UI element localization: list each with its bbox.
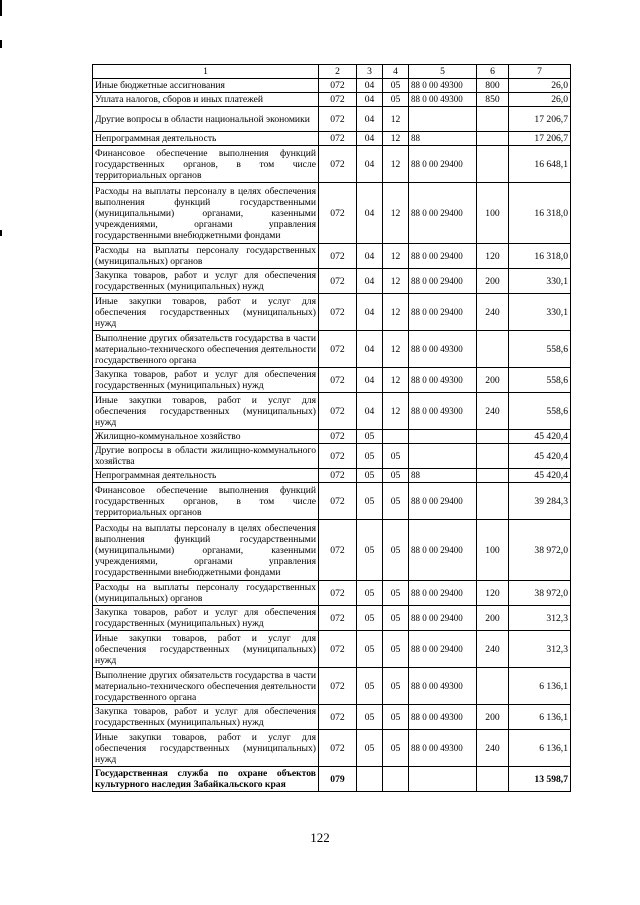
- header-cell: 3: [357, 65, 383, 79]
- amount-cell: 558,6: [509, 393, 571, 430]
- amount-cell: 16 318,0: [509, 183, 571, 244]
- table-row: [93, 183, 571, 244]
- table-row: [93, 668, 571, 705]
- row-name-cell: Закупка товаров, работ и услуг для обеспечения государственных (муниципальных) нужд: [93, 705, 319, 730]
- section-cell: 05: [357, 705, 383, 730]
- header-cell: 2: [319, 65, 357, 79]
- target-article-cell: [409, 430, 477, 444]
- table-row: [93, 631, 571, 668]
- ministry-code-cell: 072: [319, 430, 357, 444]
- ministry-code-cell: 072: [319, 444, 357, 469]
- ministry-code-cell: 072: [319, 631, 357, 668]
- target-article-cell: [409, 107, 477, 132]
- subsection-cell: 12: [383, 107, 409, 132]
- row-name-cell: Иные закупки товаров, работ и услуг для обеспечения государственных (муниципальных) нужд: [93, 730, 319, 767]
- expense-type-cell: 100: [477, 183, 509, 244]
- amount-cell: 45 420,4: [509, 430, 571, 444]
- row-name-cell: Непрограммная деятельность: [93, 469, 319, 483]
- expense-type-cell: 200: [477, 606, 509, 631]
- subsection-cell: 05: [383, 581, 409, 606]
- amount-cell: 38 972,0: [509, 520, 571, 581]
- ministry-code-cell: 072: [319, 368, 357, 393]
- amount-cell: 6 136,1: [509, 705, 571, 730]
- target-article-cell: 88 0 00 49300: [409, 393, 477, 430]
- amount-cell: 312,3: [509, 631, 571, 668]
- section-cell: 05: [357, 606, 383, 631]
- subsection-cell: 12: [383, 393, 409, 430]
- section-cell: 04: [357, 244, 383, 269]
- expense-type-cell: [477, 146, 509, 183]
- table-row: [93, 79, 571, 93]
- section-cell: 04: [357, 294, 383, 331]
- table-row: [93, 146, 571, 183]
- table-body: [93, 65, 571, 792]
- expense-type-cell: 800: [477, 79, 509, 93]
- section-cell: 04: [357, 132, 383, 146]
- row-name-cell: Расходы на выплаты персоналу государственных (муниципальных) органов: [93, 581, 319, 606]
- expense-type-cell: 100: [477, 520, 509, 581]
- target-article-cell: 88 0 00 49300: [409, 668, 477, 705]
- target-article-cell: 88 0 00 29400: [409, 606, 477, 631]
- ministry-code-cell: 072: [319, 520, 357, 581]
- table-row: [93, 107, 571, 132]
- subsection-cell: 12: [383, 269, 409, 294]
- row-name-cell: Выполнение других обязательств государства в части материально-технического обеспечения деятельности государственного органа: [93, 668, 319, 705]
- table-row: [93, 705, 571, 730]
- expense-type-cell: [477, 668, 509, 705]
- table-row: [93, 730, 571, 767]
- amount-cell: 6 136,1: [509, 730, 571, 767]
- ministry-code-cell: 072: [319, 244, 357, 269]
- row-name-cell: Финансовое обеспечение выполнения функций государственных органов, в том числе территориальных органов: [93, 483, 319, 520]
- scan-edge-mark: [0, 0, 2, 905]
- amount-cell: 312,3: [509, 606, 571, 631]
- row-name-cell: Иные закупки товаров, работ и услуг для обеспечения государственных (муниципальных) нужд: [93, 393, 319, 430]
- target-article-cell: 88 0 00 29400: [409, 581, 477, 606]
- header-cell: 1: [93, 65, 319, 79]
- amount-cell: 16 648,1: [509, 146, 571, 183]
- subsection-cell: 12: [383, 132, 409, 146]
- amount-cell: 6 136,1: [509, 668, 571, 705]
- row-name-cell: Иные бюджетные ассигнования: [93, 79, 319, 93]
- target-article-cell: 88 0 00 29400: [409, 269, 477, 294]
- subsection-cell: 05: [383, 483, 409, 520]
- table-row: [93, 606, 571, 631]
- subsection-cell: 05: [383, 668, 409, 705]
- target-article-cell: 88: [409, 132, 477, 146]
- amount-cell: 330,1: [509, 269, 571, 294]
- table-row: [93, 483, 571, 520]
- table-row: [93, 132, 571, 146]
- target-article-cell: 88 0 00 29400: [409, 483, 477, 520]
- expense-type-cell: [477, 132, 509, 146]
- table-row: [93, 520, 571, 581]
- budget-table: [92, 64, 571, 792]
- expense-type-cell: 200: [477, 269, 509, 294]
- target-article-cell: 88 0 00 29400: [409, 244, 477, 269]
- target-article-cell: 88 0 00 29400: [409, 294, 477, 331]
- expense-type-cell: [477, 444, 509, 469]
- header-cell: 7: [509, 65, 571, 79]
- expense-type-cell: [477, 767, 509, 792]
- target-article-cell: 88 0 00 49300: [409, 705, 477, 730]
- section-cell: 05: [357, 469, 383, 483]
- section-cell: 05: [357, 430, 383, 444]
- target-article-cell: 88 0 00 29400: [409, 146, 477, 183]
- row-name-cell: Расходы на выплаты персоналу в целях обеспечения выполнения функций государственными (муниципальными) органами, казенными учреждениями, органами управления государственными внебюджетными фондами: [93, 183, 319, 244]
- row-name-cell: Жилищно-коммунальное хозяйство: [93, 430, 319, 444]
- subsection-cell: 12: [383, 331, 409, 368]
- ministry-code-cell: 072: [319, 606, 357, 631]
- section-cell: 05: [357, 730, 383, 767]
- subsection-cell: [383, 430, 409, 444]
- ministry-code-cell: 072: [319, 79, 357, 93]
- table-row: [93, 430, 571, 444]
- section-cell: 04: [357, 107, 383, 132]
- target-article-cell: [409, 767, 477, 792]
- target-article-cell: 88 0 00 49300: [409, 79, 477, 93]
- expense-type-cell: 200: [477, 705, 509, 730]
- amount-cell: 330,1: [509, 294, 571, 331]
- ministry-code-cell: 072: [319, 393, 357, 430]
- amount-cell: 26,0: [509, 93, 571, 107]
- amount-cell: 39 284,3: [509, 483, 571, 520]
- expense-type-cell: [477, 331, 509, 368]
- ministry-code-cell: 072: [319, 581, 357, 606]
- section-cell: 04: [357, 146, 383, 183]
- amount-cell: 17 206,7: [509, 107, 571, 132]
- section-cell: 05: [357, 483, 383, 520]
- subsection-cell: 05: [383, 520, 409, 581]
- section-cell: 05: [357, 444, 383, 469]
- expense-type-cell: 240: [477, 294, 509, 331]
- expense-type-cell: 240: [477, 393, 509, 430]
- amount-cell: 13 598,7: [509, 767, 571, 792]
- ministry-code-cell: 072: [319, 183, 357, 244]
- ministry-code-cell: 079: [319, 767, 357, 792]
- table-row: [93, 244, 571, 269]
- amount-cell: 38 972,0: [509, 581, 571, 606]
- target-article-cell: 88 0 00 29400: [409, 183, 477, 244]
- target-article-cell: [409, 444, 477, 469]
- section-cell: 04: [357, 269, 383, 294]
- section-cell: 04: [357, 368, 383, 393]
- subsection-cell: 05: [383, 730, 409, 767]
- table-row: [93, 269, 571, 294]
- expense-type-cell: 120: [477, 244, 509, 269]
- subsection-cell: 12: [383, 244, 409, 269]
- subsection-cell: 05: [383, 631, 409, 668]
- section-cell: 05: [357, 668, 383, 705]
- expense-type-cell: 200: [477, 368, 509, 393]
- header-cell: 4: [383, 65, 409, 79]
- amount-cell: 16 318,0: [509, 244, 571, 269]
- section-cell: 05: [357, 631, 383, 668]
- ministry-code-cell: 072: [319, 331, 357, 368]
- amount-cell: 45 420,4: [509, 444, 571, 469]
- subsection-cell: 12: [383, 183, 409, 244]
- ministry-code-cell: 072: [319, 730, 357, 767]
- ministry-code-cell: 072: [319, 132, 357, 146]
- expense-type-cell: 850: [477, 93, 509, 107]
- amount-cell: 45 420,4: [509, 469, 571, 483]
- ministry-code-cell: 072: [319, 469, 357, 483]
- expense-type-cell: 120: [477, 581, 509, 606]
- ministry-code-cell: 072: [319, 107, 357, 132]
- section-cell: 04: [357, 79, 383, 93]
- ministry-code-cell: 072: [319, 483, 357, 520]
- target-article-cell: 88 0 00 49300: [409, 331, 477, 368]
- table-header-row: [93, 65, 571, 79]
- amount-cell: 558,6: [509, 368, 571, 393]
- row-name-cell: Финансовое обеспечение выполнения функций государственных органов, в том числе территориальных органов: [93, 146, 319, 183]
- section-cell: 04: [357, 183, 383, 244]
- page-number: 122: [310, 830, 330, 845]
- section-cell: 04: [357, 331, 383, 368]
- subsection-cell: 12: [383, 146, 409, 183]
- row-name-cell: Другие вопросы в области жилищно-коммунального хозяйства: [93, 444, 319, 469]
- target-article-cell: 88: [409, 469, 477, 483]
- subsection-cell: 05: [383, 79, 409, 93]
- target-article-cell: 88 0 00 49300: [409, 93, 477, 107]
- amount-cell: 26,0: [509, 79, 571, 93]
- amount-cell: 558,6: [509, 331, 571, 368]
- ministry-code-cell: 072: [319, 146, 357, 183]
- header-cell: 6: [477, 65, 509, 79]
- amount-cell: 17 206,7: [509, 132, 571, 146]
- subsection-cell: 12: [383, 368, 409, 393]
- ministry-code-cell: 072: [319, 705, 357, 730]
- subsection-cell: 05: [383, 93, 409, 107]
- row-name-cell: Иные закупки товаров, работ и услуг для обеспечения государственных (муниципальных) нужд: [93, 294, 319, 331]
- row-name-cell: Выполнение других обязательств государства в части материально-технического обеспечения деятельности государственного органа: [93, 331, 319, 368]
- ministry-code-cell: 072: [319, 269, 357, 294]
- subsection-cell: 05: [383, 606, 409, 631]
- section-cell: 04: [357, 93, 383, 107]
- subsection-cell: [383, 767, 409, 792]
- ministry-code-cell: 072: [319, 93, 357, 107]
- target-article-cell: 88 0 00 29400: [409, 520, 477, 581]
- row-name-cell: Непрограммная деятельность: [93, 132, 319, 146]
- section-cell: 05: [357, 581, 383, 606]
- expense-type-cell: [477, 430, 509, 444]
- expense-type-cell: [477, 469, 509, 483]
- section-cell: [357, 767, 383, 792]
- subsection-cell: 05: [383, 705, 409, 730]
- row-name-cell: Другие вопросы в области национальной экономики: [93, 107, 319, 132]
- target-article-cell: 88 0 00 49300: [409, 368, 477, 393]
- section-cell: 04: [357, 393, 383, 430]
- table-row: [93, 393, 571, 430]
- row-name-cell: Закупка товаров, работ и услуг для обеспечения государственных (муниципальных) нужд: [93, 606, 319, 631]
- target-article-cell: 88 0 00 29400: [409, 631, 477, 668]
- table-row: [93, 581, 571, 606]
- expense-type-cell: 240: [477, 631, 509, 668]
- subsection-cell: 05: [383, 444, 409, 469]
- expense-type-cell: [477, 107, 509, 132]
- row-name-cell: Расходы на выплаты персоналу государственных (муниципальных) органов: [93, 244, 319, 269]
- table-row: [93, 767, 571, 792]
- expense-type-cell: [477, 483, 509, 520]
- table-row: [93, 331, 571, 368]
- row-name-cell: Закупка товаров, работ и услуг для обеспечения государственных (муниципальных) нужд: [93, 368, 319, 393]
- ministry-code-cell: 072: [319, 294, 357, 331]
- row-name-cell: Уплата налогов, сборов и иных платежей: [93, 93, 319, 107]
- subsection-cell: 12: [383, 294, 409, 331]
- row-name-cell: Иные закупки товаров, работ и услуг для обеспечения государственных (муниципальных) нужд: [93, 631, 319, 668]
- row-name-cell: Государственная служба по охране объектов культурного наследия Забайкальского края: [93, 767, 319, 792]
- table-row: [93, 444, 571, 469]
- table-row: [93, 469, 571, 483]
- row-name-cell: Расходы на выплаты персоналу в целях обеспечения выполнения функций государственными (муниципальными) органами, казенными учреждениями, органами управления государственными внебюджетными фондами: [93, 520, 319, 581]
- section-cell: 05: [357, 520, 383, 581]
- table-row: [93, 93, 571, 107]
- table-row: [93, 368, 571, 393]
- row-name-cell: Закупка товаров, работ и услуг для обеспечения государственных (муниципальных) нужд: [93, 269, 319, 294]
- target-article-cell: 88 0 00 49300: [409, 730, 477, 767]
- subsection-cell: 05: [383, 469, 409, 483]
- table-row: [93, 294, 571, 331]
- expense-type-cell: 240: [477, 730, 509, 767]
- ministry-code-cell: 072: [319, 668, 357, 705]
- header-cell: 5: [409, 65, 477, 79]
